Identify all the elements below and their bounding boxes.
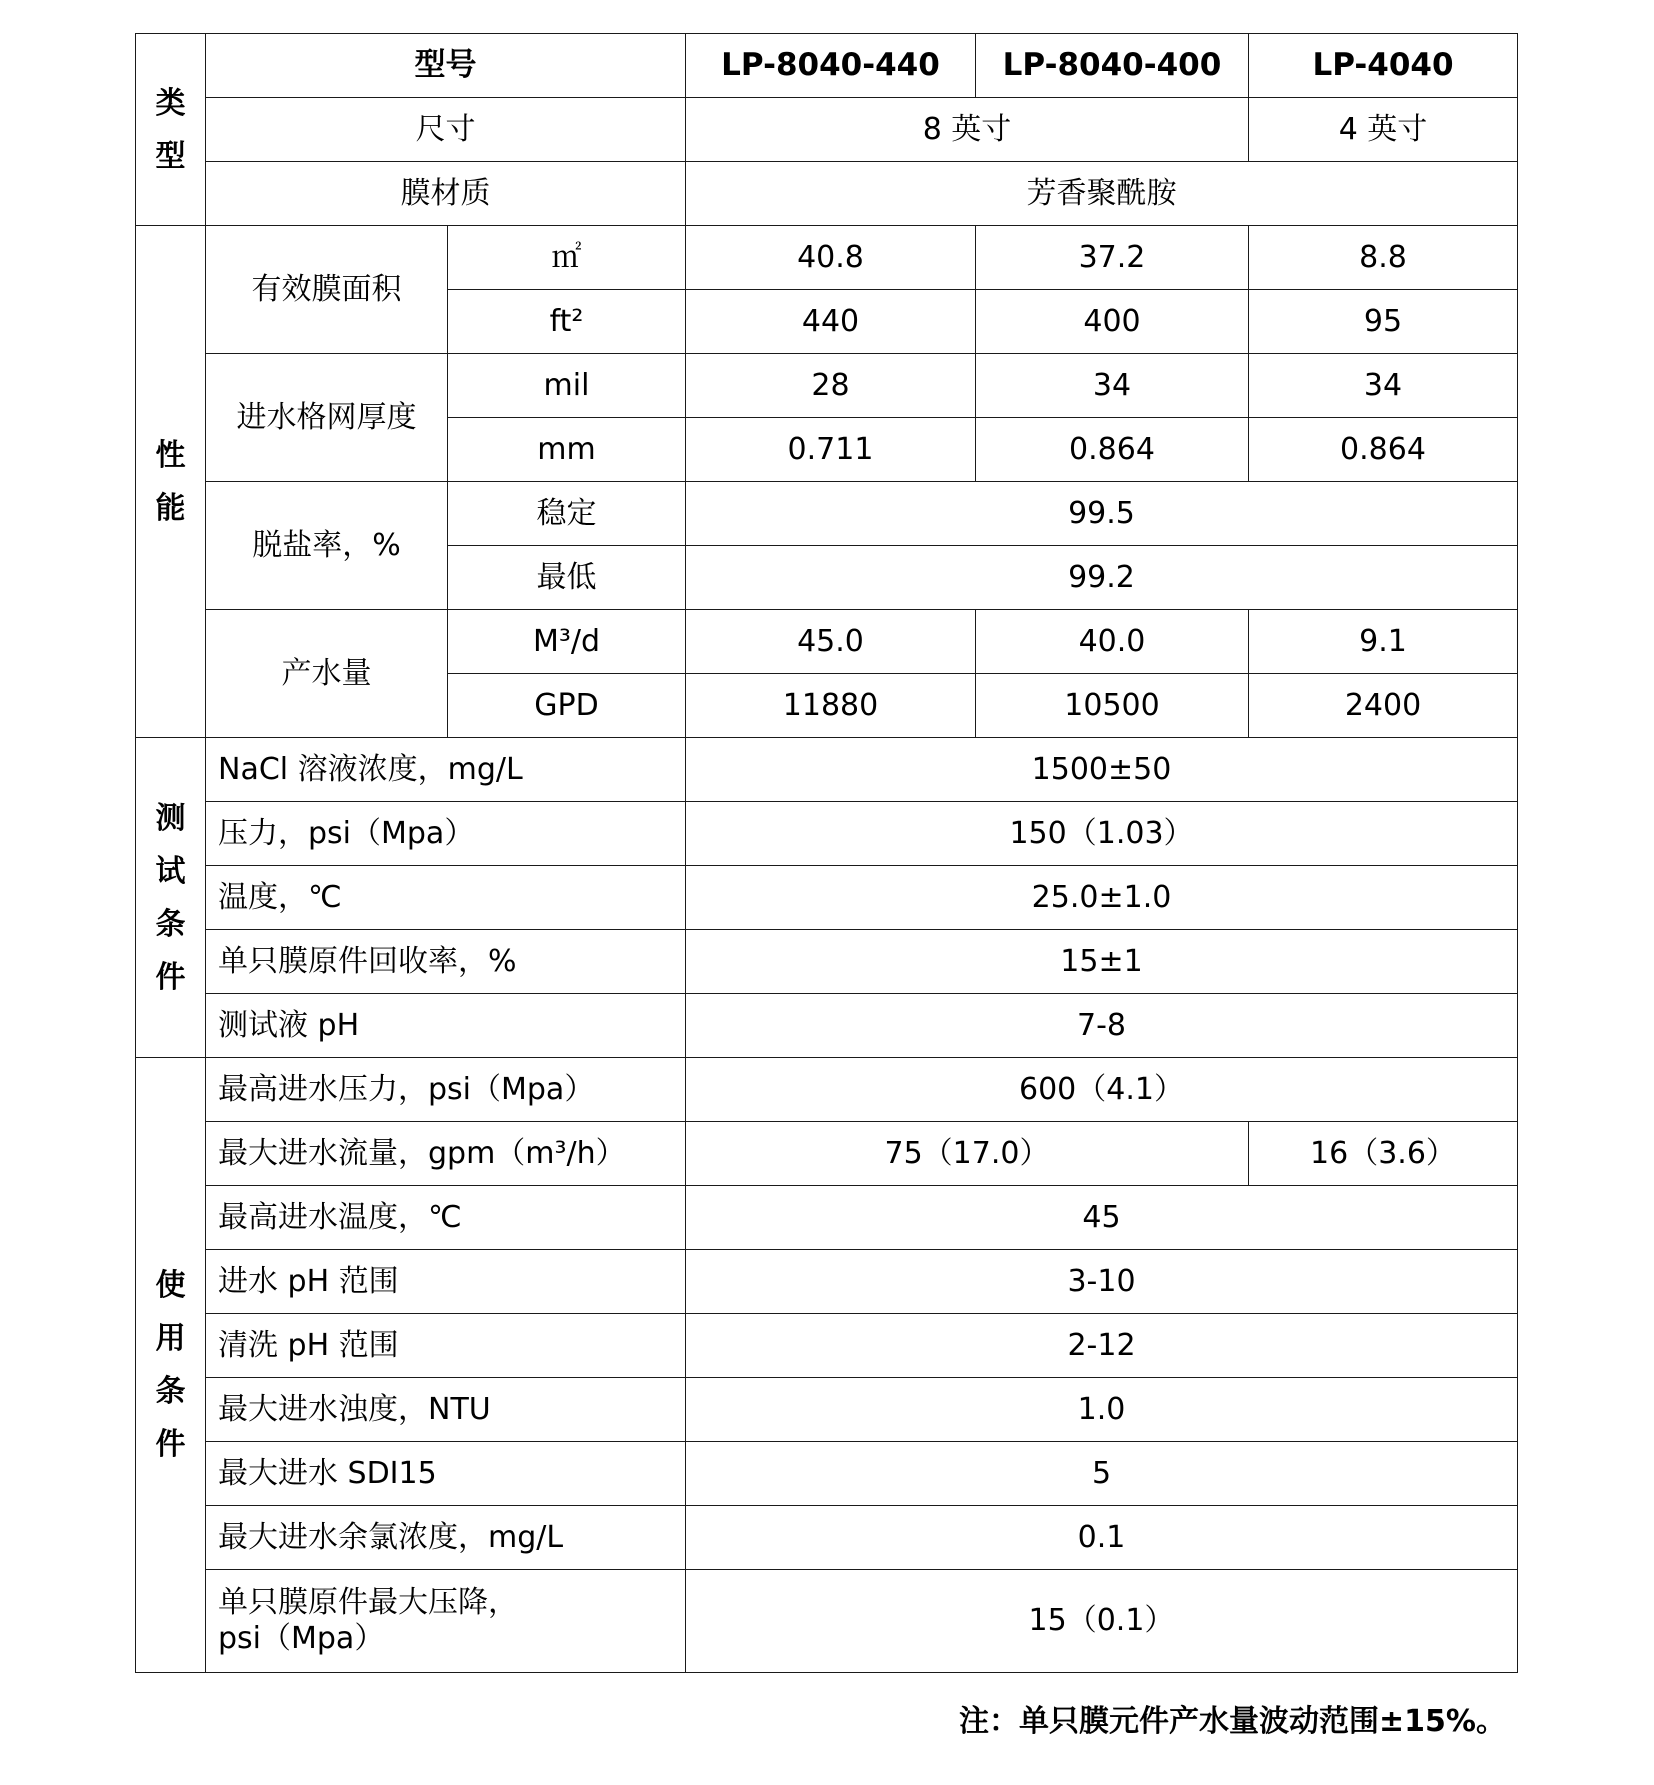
- group-type: 类型: [136, 34, 206, 226]
- flow-unit-1: M³/d: [448, 610, 686, 674]
- row-usage-feed-ph: [136, 1250, 1518, 1314]
- row-model: [136, 34, 1518, 98]
- row-usage-sdi: [136, 1442, 1518, 1506]
- spacer-value: 0.711: [686, 418, 976, 482]
- footnote: 注：单只膜元件产水量波动范围±15%。: [959, 1704, 1506, 1739]
- row-usage-clean-ph: [136, 1314, 1518, 1378]
- area-value: 37.2: [976, 226, 1249, 290]
- row-rejection-stable: [136, 482, 1518, 546]
- spacer-unit-1: mil: [448, 354, 686, 418]
- usage-value: 0.1: [686, 1506, 1518, 1570]
- rejection-stable-value: 99.5: [686, 482, 1518, 546]
- test-value: 1500±50: [686, 738, 1518, 802]
- model-label: 型号: [206, 34, 686, 98]
- spacer-value: 0.864: [1249, 418, 1518, 482]
- usage-label: 最大进水流量，gpm（m³/h）: [206, 1122, 686, 1186]
- usage-value: 15（0.1）: [686, 1570, 1518, 1673]
- flow-value: 40.0: [976, 610, 1249, 674]
- area-value: 8.8: [1249, 226, 1518, 290]
- test-value: 15±1: [686, 930, 1518, 994]
- area-value: 95: [1249, 290, 1518, 354]
- group-performance: 性能: [136, 226, 206, 738]
- usage-value: 2-12: [686, 1314, 1518, 1378]
- material-value: 芳香聚酰胺: [686, 162, 1518, 226]
- test-label: 单只膜原件回收率，%: [206, 930, 686, 994]
- usage-label: 最高进水压力，psi（Mpa）: [206, 1058, 686, 1122]
- flow-value: 10500: [976, 674, 1249, 738]
- usage-label: 最大进水浊度，NTU: [206, 1378, 686, 1442]
- usage-label: 清洗 pH 范围: [206, 1314, 686, 1378]
- usage-value-8inch: 75（17.0）: [686, 1122, 1249, 1186]
- usage-value: 45: [686, 1186, 1518, 1250]
- model-2: LP-8040-400: [976, 34, 1249, 98]
- area-value: 400: [976, 290, 1249, 354]
- flow-value: 2400: [1249, 674, 1518, 738]
- usage-value: 600（4.1）: [686, 1058, 1518, 1122]
- test-label: 测试液 pH: [206, 994, 686, 1058]
- row-size: [136, 98, 1518, 162]
- row-test-nacl: [136, 738, 1518, 802]
- test-label: 温度，℃: [206, 866, 686, 930]
- group-usage-conditions: 使用条件: [136, 1058, 206, 1673]
- spacer-value: 28: [686, 354, 976, 418]
- flow-value: 45.0: [686, 610, 976, 674]
- usage-label: [206, 1570, 686, 1673]
- row-test-recovery: [136, 930, 1518, 994]
- row-test-pressure: [136, 802, 1518, 866]
- pressure-drop-label-line2: psi（Mpa）: [218, 1621, 385, 1656]
- row-usage-max-temp: [136, 1186, 1518, 1250]
- test-label: 压力，psi（Mpa）: [206, 802, 686, 866]
- rejection-stable-label: 稳定: [448, 482, 686, 546]
- test-value: 150（1.03）: [686, 802, 1518, 866]
- row-usage-chlorine: [136, 1506, 1518, 1570]
- test-value: 7-8: [686, 994, 1518, 1058]
- test-label: NaCl 溶液浓度，mg/L: [206, 738, 686, 802]
- usage-value: 5: [686, 1442, 1518, 1506]
- usage-label: 最大进水余氯浓度，mg/L: [206, 1506, 686, 1570]
- usage-label: 进水 pH 范围: [206, 1250, 686, 1314]
- size-4: 4 英寸: [1249, 98, 1518, 162]
- row-usage-max-flow: [136, 1122, 1518, 1186]
- row-flow-m3d: [136, 610, 1518, 674]
- area-value: 440: [686, 290, 976, 354]
- area-unit-1: ㎡: [448, 226, 686, 290]
- pressure-drop-label-line1: 单只膜原件最大压降，: [218, 1585, 518, 1620]
- spacer-value: 34: [976, 354, 1249, 418]
- flow-label: 产水量: [206, 610, 448, 738]
- group-test-conditions: 测试条件: [136, 738, 206, 1058]
- usage-label: 最高进水温度，℃: [206, 1186, 686, 1250]
- flow-value: 9.1: [1249, 610, 1518, 674]
- rejection-min-value: 99.2: [686, 546, 1518, 610]
- row-spacer-mil: [136, 354, 1518, 418]
- row-test-ph: [136, 994, 1518, 1058]
- rejection-min-label: 最低: [448, 546, 686, 610]
- row-usage-pressure-drop: [136, 1570, 1518, 1673]
- test-value: 25.0±1.0: [686, 866, 1518, 930]
- usage-value: 1.0: [686, 1378, 1518, 1442]
- material-label: 膜材质: [206, 162, 686, 226]
- area-unit-2: ft²: [448, 290, 686, 354]
- spacer-label: 进水格网厚度: [206, 354, 448, 482]
- flow-value: 11880: [686, 674, 976, 738]
- spacer-value: 34: [1249, 354, 1518, 418]
- usage-value-4inch: 16（3.6）: [1249, 1122, 1518, 1186]
- model-1: LP-8040-440: [686, 34, 976, 98]
- row-usage-turbidity: [136, 1378, 1518, 1442]
- spacer-unit-2: mm: [448, 418, 686, 482]
- usage-label: 最大进水 SDI15: [206, 1442, 686, 1506]
- rejection-label: 脱盐率，%: [206, 482, 448, 610]
- spec-table: [135, 33, 1518, 1673]
- row-usage-max-pressure: [136, 1058, 1518, 1122]
- row-test-temp: [136, 866, 1518, 930]
- area-value: 40.8: [686, 226, 976, 290]
- spacer-value: 0.864: [976, 418, 1249, 482]
- flow-unit-2: GPD: [448, 674, 686, 738]
- row-area-m2: [136, 226, 1518, 290]
- size-label: 尺寸: [206, 98, 686, 162]
- row-material: [136, 162, 1518, 226]
- size-8: 8 英寸: [686, 98, 1249, 162]
- model-3: LP-4040: [1249, 34, 1518, 98]
- area-label: 有效膜面积: [206, 226, 448, 354]
- usage-value: 3-10: [686, 1250, 1518, 1314]
